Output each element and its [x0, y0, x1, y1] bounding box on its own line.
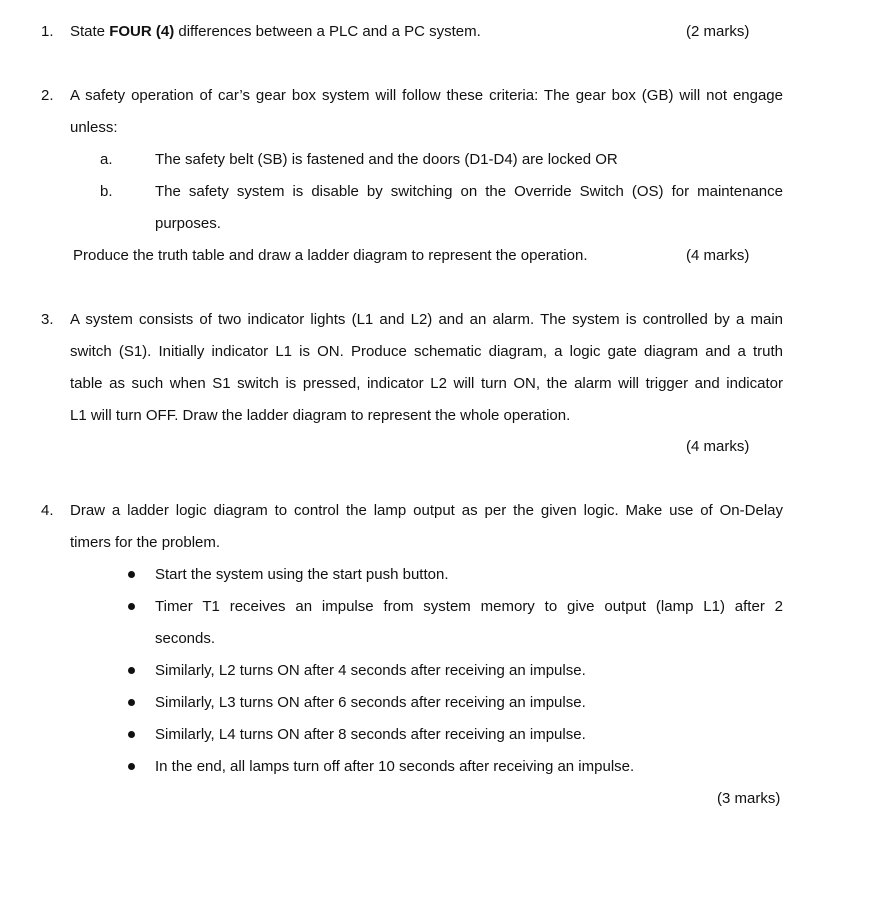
bullet-icon	[128, 699, 135, 706]
q1-marks: (2 marks)	[686, 23, 750, 40]
q4-bullet-2-line2: seconds.	[155, 630, 216, 647]
bullet-icon	[128, 731, 135, 738]
q4-bullet-5: Similarly, L4 turns ON after 8 seconds after receiving an impulse.	[155, 726, 586, 743]
q2-marks: (4 marks)	[686, 247, 750, 264]
bullet-icon	[128, 571, 135, 578]
q2-task: Produce the truth table and draw a ladder diagram to represent the operation.	[73, 247, 588, 264]
q3-line1: A system consists of two indicator lights (L1 and L2) and an alarm. The system is controlled by a main	[70, 311, 783, 328]
q1-number: 1.	[41, 23, 54, 40]
q2-intro-line2: unless:	[70, 119, 118, 136]
q3-marks: (4 marks)	[686, 438, 750, 455]
q2-item-a-text: The safety belt (SB) is fastened and the doors (D1-D4) are locked OR	[155, 151, 618, 168]
q4-bullet-3: Similarly, L2 turns ON after 4 seconds after receiving an impulse.	[155, 662, 586, 679]
q4-bullet-6: In the end, all lamps turn off after 10 seconds after receiving an impulse.	[155, 758, 635, 775]
q4-intro-line1: Draw a ladder logic diagram to control the lamp output as per the given logic. Make use of On-Delay	[70, 502, 783, 519]
q3-line4: L1 will turn OFF. Draw the ladder diagram to represent the whole operation.	[70, 407, 571, 424]
q3-line2: switch (S1). Initially indicator L1 is ON. Produce schematic diagram, a logic gate diagram and a truth	[70, 343, 783, 360]
q4-number: 4.	[41, 502, 54, 519]
bullet-icon	[128, 667, 135, 674]
q1-text	[70, 22, 481, 42]
q4-bullet-1: Start the system using the start push button.	[155, 566, 449, 583]
q2-number: 2.	[41, 87, 54, 104]
q4-bullet-2-line1: Timer T1 receives an impulse from system memory to give output (lamp L1) after 2	[155, 598, 783, 615]
q4-intro-line2: timers for the problem.	[70, 534, 221, 551]
q2-intro-line1: A safety operation of car’s gear box system will follow these criteria: The gear box (GB) will not engage	[70, 87, 783, 104]
bullet-icon	[128, 603, 135, 610]
q2-item-b-line1: The safety system is disable by switching on the Override Switch (OS) for maintenance	[155, 183, 783, 200]
q4-bullet-4: Similarly, L3 turns ON after 6 seconds after receiving an impulse.	[155, 694, 586, 711]
q1-text-after: differences between a PLC and a PC system.	[174, 23, 481, 40]
q1-text-bold: FOUR (4)	[109, 23, 175, 40]
q3-line3: table as such when S1 switch is pressed, indicator L2 will turn ON, the alarm will trigger and indicator	[70, 375, 783, 392]
q1-text-before: State	[70, 23, 110, 40]
bullet-icon	[128, 763, 135, 770]
q2-item-b-line2: purposes.	[155, 215, 221, 232]
q2-item-b-label: b.	[100, 183, 113, 200]
q2-item-a-label: a.	[100, 151, 113, 168]
q4-marks: (3 marks)	[717, 790, 781, 807]
q3-number: 3.	[41, 311, 54, 328]
